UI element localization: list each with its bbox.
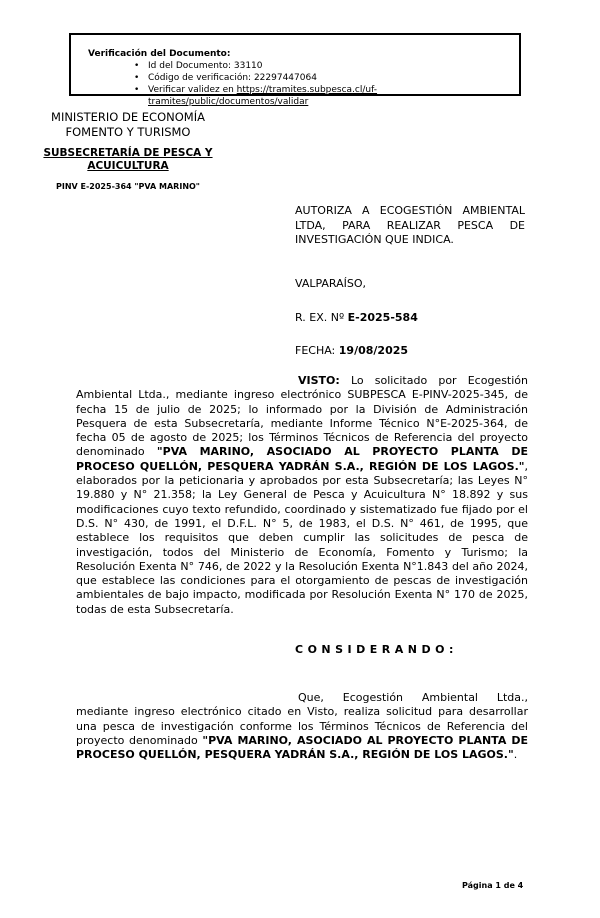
verification-code-row <box>88 72 511 84</box>
page-number: Página 1 de 4 <box>462 881 524 890</box>
resolution-number-value: E-2025-584 <box>347 311 418 324</box>
ministry-line1: MINISTERIO DE ECONOMÍA <box>51 110 205 124</box>
visto-paragraph: VISTO: Lo solicitado por Ecogestión Ambiental Ltda., mediante ingreso electrónico SUBPESCA E-PINV-2025-345, de fecha 15 de julio de 2025; lo informado por la División de Administración Pesquera de esta Subsecretaría, mediante Informe Técnico N°E-2025-364, de fecha 05 de agosto de 2025; los Términos Técnicos de Referencia del proyecto denominado "PVA MARINO, ASOCIADO AL PROYECTO PLANTA DE PROCESO QUELLÓN, PESQUERA YADRÁN S.A., REGIÓN DE LOS LAGOS.", elaborados por la peticionaria y aprobados por esta Subsecretaría; las Leyes N° 19.880 y N° 21.358; la Ley General de Pesca y Acuicultura N° 18.892 y sus modificaciones cuyo texto refundido, coordinado y sistematizado fue fijado por el D.S. N° 430, de 1991, el D.F.L. N° 5, de 1983, el D.S. N° 461, de 1995, que establece los requisitos que deben cumplir las solicitudes de pesca de investigación, todos del Ministerio de Economía, Fomento y Turismo; la Resolución Exenta N° 746, de 2022 y la Resolución Exenta N°1.843 del año 2024, que establece las condiciones para el otorgamiento de pescas de investigación ambientales de bajo impacto, modificada por Resolución Exenta N° 170 de 2025, todas de esta Subsecretaría. <box>76 374 528 616</box>
bullet-icon: • <box>134 73 140 83</box>
resolution-number-line <box>295 311 418 324</box>
verification-code: Código de verificación: 22297447064 <box>148 73 317 83</box>
document-verification-box <box>69 33 521 107</box>
verification-link-text <box>148 84 511 108</box>
ministry-line2: FOMENTO Y TURISMO <box>65 125 191 139</box>
verification-title: Verificación del Documento: <box>88 49 231 59</box>
date-label: FECHA: <box>295 344 339 357</box>
considerando-paragraph: Que, Ecogestión Ambiental Ltda., mediante ingreso electrónico citado en Visto, realiza solicitud para desarrollar una pesca de investigación conforme los Términos Técnicos de Referencia del proyecto denominado "PVA MARINO, ASOCIADO AL PROYECTO PLANTA DE PROCESO QUELLÓN, PESQUERA YADRÁN S.A., REGIÓN DE LOS LAGOS.". <box>76 691 528 762</box>
file-reference: PINV E-2025-364 "PVA MARINO" <box>56 182 200 191</box>
date-line <box>295 344 408 357</box>
date-value: 19/08/2025 <box>338 344 409 357</box>
city-line: VALPARAÍSO, <box>295 277 367 290</box>
subsecretaria-line1: SUBSECRETARÍA DE PESCA Y <box>43 147 213 159</box>
bullet-icon: • <box>134 61 140 71</box>
resolution-subject: AUTORIZA A ECOGESTIÓN AMBIENTAL LTDA, PARA REALIZAR PESCA DE INVESTIGACIÓN QUE INDICA. <box>295 204 525 246</box>
verification-doc-id: Id del Documento: 33110 <box>148 61 263 71</box>
verification-url-link[interactable]: https://tramites.subpesca.cl/uf-tramites/public/documentos/validar <box>148 85 378 107</box>
verification-link-row <box>88 84 511 108</box>
considerando-heading: CONSIDERANDO: <box>295 643 458 656</box>
bullet-icon: • <box>134 85 140 95</box>
ministry-header <box>18 110 238 140</box>
subsecretaria-line2: ACUICULTURA <box>87 160 169 172</box>
subsecretaria-header <box>18 147 238 173</box>
verification-link-prefix: Verificar validez en <box>148 85 237 95</box>
verification-doc-id-row <box>88 60 511 72</box>
resolution-number-label: R. EX. Nº <box>295 311 348 324</box>
